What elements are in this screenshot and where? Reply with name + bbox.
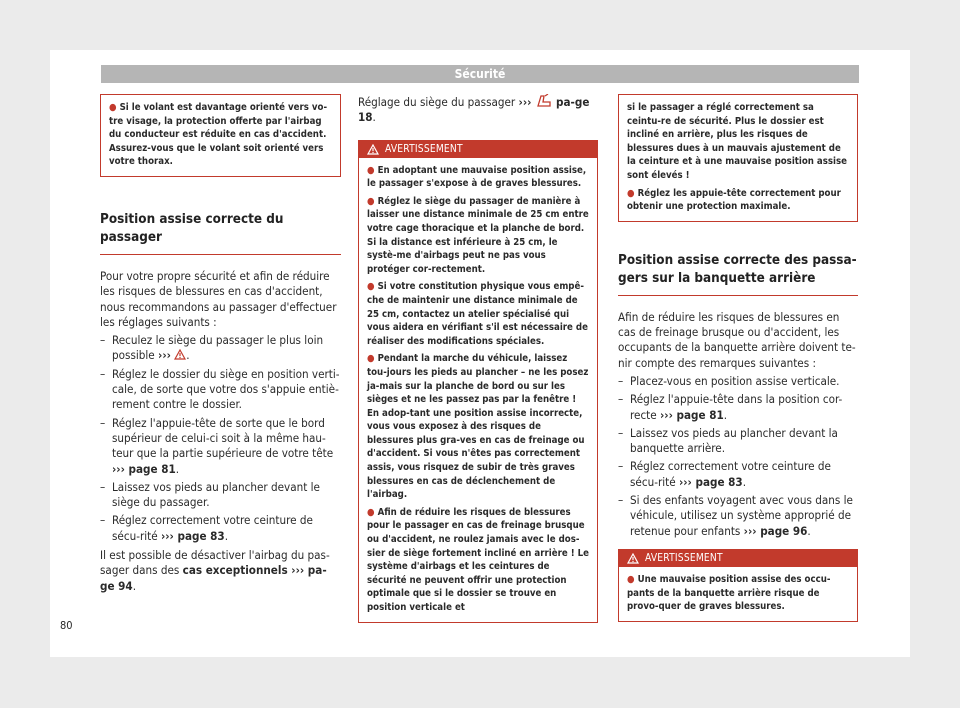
bullet-icon: ● xyxy=(367,281,375,293)
outro-paragraph: Il est possible de désactiver l'airbag du pas-sager dans des cas exceptionnels ››› pa-ge 94. xyxy=(100,548,330,593)
instruction-list xyxy=(618,374,858,539)
warning-triangle-icon xyxy=(627,553,639,564)
page-link[interactable]: ››› page 96 xyxy=(743,523,808,538)
warning-title: AVERTISSEMENT xyxy=(645,552,723,564)
section-body xyxy=(100,269,341,594)
warning-continuation-text: si le passager a réglé correctement sa ceintu-re de sécurité. Plus le dossier est incliné en arrière, plus les risques de blessures dues à un mauvais ajustement de la ceinture et à une mauvaise position assise sont élevés ! xyxy=(627,102,847,181)
bullet-icon: ● xyxy=(627,573,635,585)
warning-item: ● Si votre constitution physique vous empê-che de maintenir une distance minimale de 25 cm, contactez un atelier spécialisé qui vous aidera en vérifiant s'il est nécessaire de réaliser des modifications spéciales. xyxy=(367,281,588,347)
warning-header xyxy=(359,141,597,158)
warning-box xyxy=(358,140,598,623)
seat-icon xyxy=(535,94,553,107)
note-box xyxy=(100,94,341,177)
list-item: – Réglez correctement votre ceinture de sécu-rité ››› page 83. xyxy=(100,513,341,544)
page-link[interactable]: ››› xyxy=(158,348,171,363)
page-link[interactable]: ››› xyxy=(518,95,532,109)
warning-title: AVERTISSEMENT xyxy=(385,143,463,155)
list-item: – Laissez vos pieds au plancher devant le siège du passager. xyxy=(100,480,341,511)
warning-item: ● Pendant la marche du véhicule, laissez tou-jours les pieds au plancher – ne les posez ja-mais sur la planche de bord ou sur les sièges et ne les passez pas par la fenêtre ! En adop-tant une position assise incorrecte, vous vous exposez à des risques de blessures plus gra-ves en cas de freinage ou d'accident. Si vous n'êtes pas correctement assis, vous risquez de subir de très graves blessures en cas de déclenchement de l'airbag. xyxy=(367,353,589,501)
warning-header xyxy=(619,550,857,567)
intro-paragraph: Afin de réduire les risques de blessures en cas de freinage brusque ou d'accident, les occupants de la banquette arrière doivent te-nir compte des remarques suivantes : xyxy=(618,309,856,370)
warning-continuation-box xyxy=(618,94,858,222)
page-link[interactable]: pa-ge 18 xyxy=(358,95,590,125)
list-item: – Laissez vos pieds au plancher devant la banquette arrière. xyxy=(618,426,858,457)
warning-item: ● Une mauvaise position assise des occu-pants de la banquette arrière risque de provo-quer de graves blessures. xyxy=(627,573,831,613)
bullet-icon: ● xyxy=(367,195,375,207)
page-link[interactable]: cas exceptionnels ››› pa-ge 94 xyxy=(100,563,327,593)
page-number: 80 xyxy=(60,619,73,632)
intro-paragraph: Pour votre propre sécurité et afin de réduire les risques de blessures en cas d'accident, nous recommandons au passager d'effectuer les réglages suivants : xyxy=(100,268,337,329)
list-item: – Si des enfants voyagent avec vous dans le véhicule, utilisez un système approprié de retenue pour enfants ››› page 96. xyxy=(618,493,858,539)
section-body xyxy=(618,310,858,539)
manual-page xyxy=(50,50,910,657)
bullet-icon: ● xyxy=(367,353,375,365)
page-link[interactable]: ››› page 83 xyxy=(678,474,743,489)
warning-triangle-icon xyxy=(174,349,186,360)
instruction-list xyxy=(100,333,341,544)
note-text: Si le volant est davantage orienté vers vo-tre visage, la protection offerte par l'airbag du conducteur est réduite en cas d'accident. Assurez-vous que le volant soit orienté vers votre thorax. xyxy=(109,102,328,168)
list-item: – Réglez correctement votre ceinture de sécu-rité ››› page 83. xyxy=(618,459,858,490)
warning-body xyxy=(359,158,597,622)
section-header: Sécurité xyxy=(101,65,859,83)
column-left xyxy=(100,94,341,594)
section-heading: Position assise correcte du passager xyxy=(100,211,341,255)
seat-adjust-ref: Réglage du siège du passager ››› pa-ge 18. xyxy=(358,95,590,125)
page-link[interactable]: ››› page 81 xyxy=(112,461,176,476)
column-middle xyxy=(358,94,598,623)
bullet-icon: ● xyxy=(367,164,375,176)
warning-item: ● En adoptant une mauvaise position assise, le passager s'expose à de graves blessures. xyxy=(367,164,587,190)
warning-item: ● Afin de réduire les risques de blessures pour le passager en cas de freinage brusque ou d'accident, ne roulez jamais avec le dos-sier de siège fortement incliné en arrière ! Le système d'airbags et les ceintures de sécurité ne peuvent offrir une protection optimale que si le dossier se trouve en position verticale et xyxy=(367,506,589,613)
warning-body xyxy=(619,567,857,621)
list-item: – Réglez l'appuie-tête de sorte que le bord supérieur de celui-ci soit à la même hau-teur que la partie supérieure de votre tête ››› page 81. xyxy=(100,416,341,477)
warning-triangle-icon xyxy=(367,144,379,155)
warning-item: ● Réglez les appuie-tête correctement pour obtenir une protection maximale. xyxy=(627,187,841,213)
warning-box xyxy=(618,549,858,622)
list-item: – Réglez le dossier du siège en position verti-cale, de sorte que votre dos s'appuie entiè-rement contre le dossier. xyxy=(100,367,341,413)
list-item: – Reculez le siège du passager le plus loin possible ››› . xyxy=(100,333,341,364)
list-item: – Réglez l'appuie-tête dans la position cor-recte ››› page 81. xyxy=(618,392,858,423)
bullet-icon: ● xyxy=(367,506,375,518)
column-right xyxy=(618,94,858,622)
warning-item: ● Réglez le siège du passager de manière à laisser une distance minimale de 25 cm entre votre cage thoracique et la planche de bord. Si la distance est inférieure à 25 cm, le systè-me d'airbags peut ne pas vous protéger cor-rectement. xyxy=(367,195,589,275)
bullet-icon: ● xyxy=(109,102,117,113)
list-item: – Placez-vous en position assise verticale. xyxy=(618,374,858,389)
page-link[interactable]: ››› page 81 xyxy=(660,407,724,422)
page-link[interactable]: ››› page 83 xyxy=(160,528,225,543)
section-heading: Position assise correcte des passa-gers sur la banquette arrière xyxy=(618,252,858,296)
bullet-icon: ● xyxy=(627,187,635,199)
